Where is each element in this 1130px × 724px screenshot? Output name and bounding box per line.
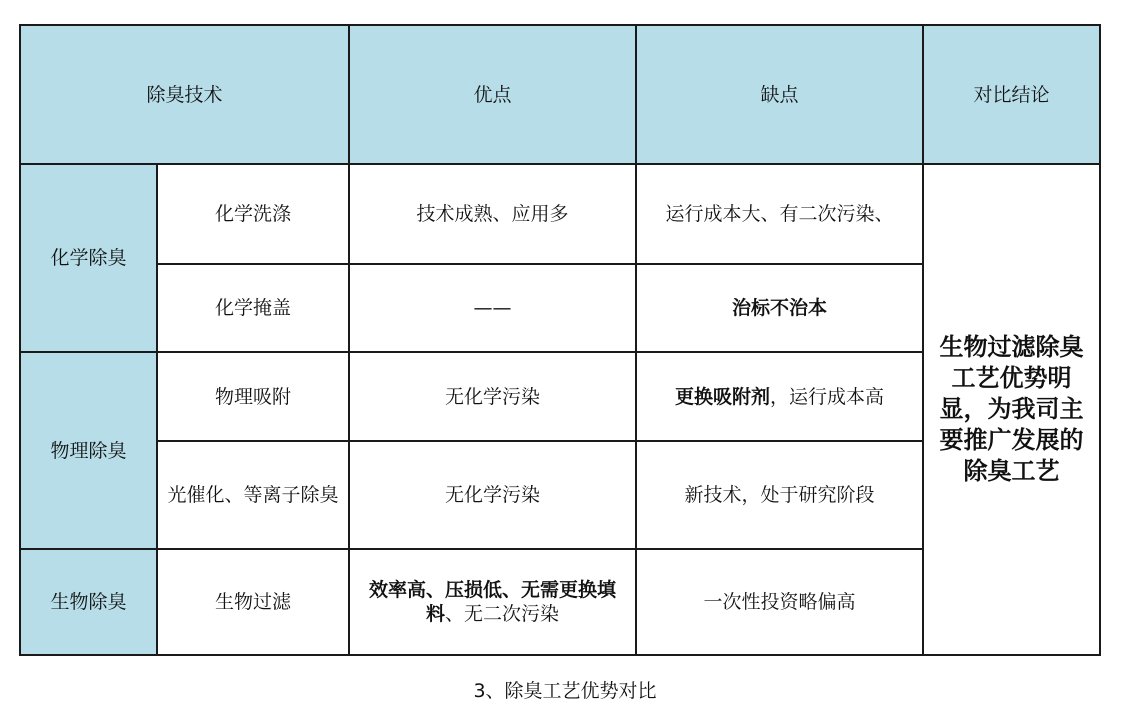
comparison-table [19, 24, 1101, 656]
method-cell: 光催化、等离子除臭 [157, 441, 349, 549]
header-conclusion: 对比结论 [923, 25, 1100, 164]
header-row [20, 25, 1100, 164]
disadvantage-bold-text: 更换吸附剂 [674, 385, 770, 408]
advantage-cell [349, 549, 636, 655]
disadvantage-cell [636, 352, 923, 441]
method-cell: 物理吸附 [157, 352, 349, 441]
disadvantage-text: ，运行成本高 [770, 385, 885, 408]
advantage-text: 、无二次污染 [445, 603, 560, 625]
disadvantage-cell: 治标不治本 [636, 264, 923, 352]
advantage-cell: 技术成熟、应用多 [349, 164, 636, 264]
conclusion-cell: 生物过滤除臭工艺优势明显，为我司主要推广发展的除臭工艺 [923, 164, 1100, 655]
method-cell: 化学掩盖 [157, 264, 349, 352]
header-advantages: 优点 [349, 25, 636, 164]
disadvantage-cell: 运行成本大、有二次污染、 [636, 164, 923, 264]
header-disadvantages: 缺点 [636, 25, 923, 164]
advantage-cell: 无化学污染 [349, 352, 636, 441]
disadvantage-cell: 新技术，处于研究阶段 [636, 441, 923, 549]
table-row [20, 164, 1100, 264]
category-biological: 生物除臭 [20, 549, 157, 655]
header-technology: 除臭技术 [20, 25, 349, 164]
category-physical: 物理除臭 [20, 352, 157, 549]
method-cell: 化学洗涤 [157, 164, 349, 264]
advantage-cell: —— [349, 264, 636, 352]
advantage-cell: 无化学污染 [349, 441, 636, 549]
disadvantage-cell: 一次性投资略偏高 [636, 549, 923, 655]
advantage-bold-text: 效率高、压损低、无需更换填料 [368, 579, 616, 625]
table-caption: 3、除臭工艺优势对比 [473, 680, 657, 702]
category-chemical: 化学除臭 [20, 164, 157, 352]
method-cell: 生物过滤 [157, 549, 349, 655]
